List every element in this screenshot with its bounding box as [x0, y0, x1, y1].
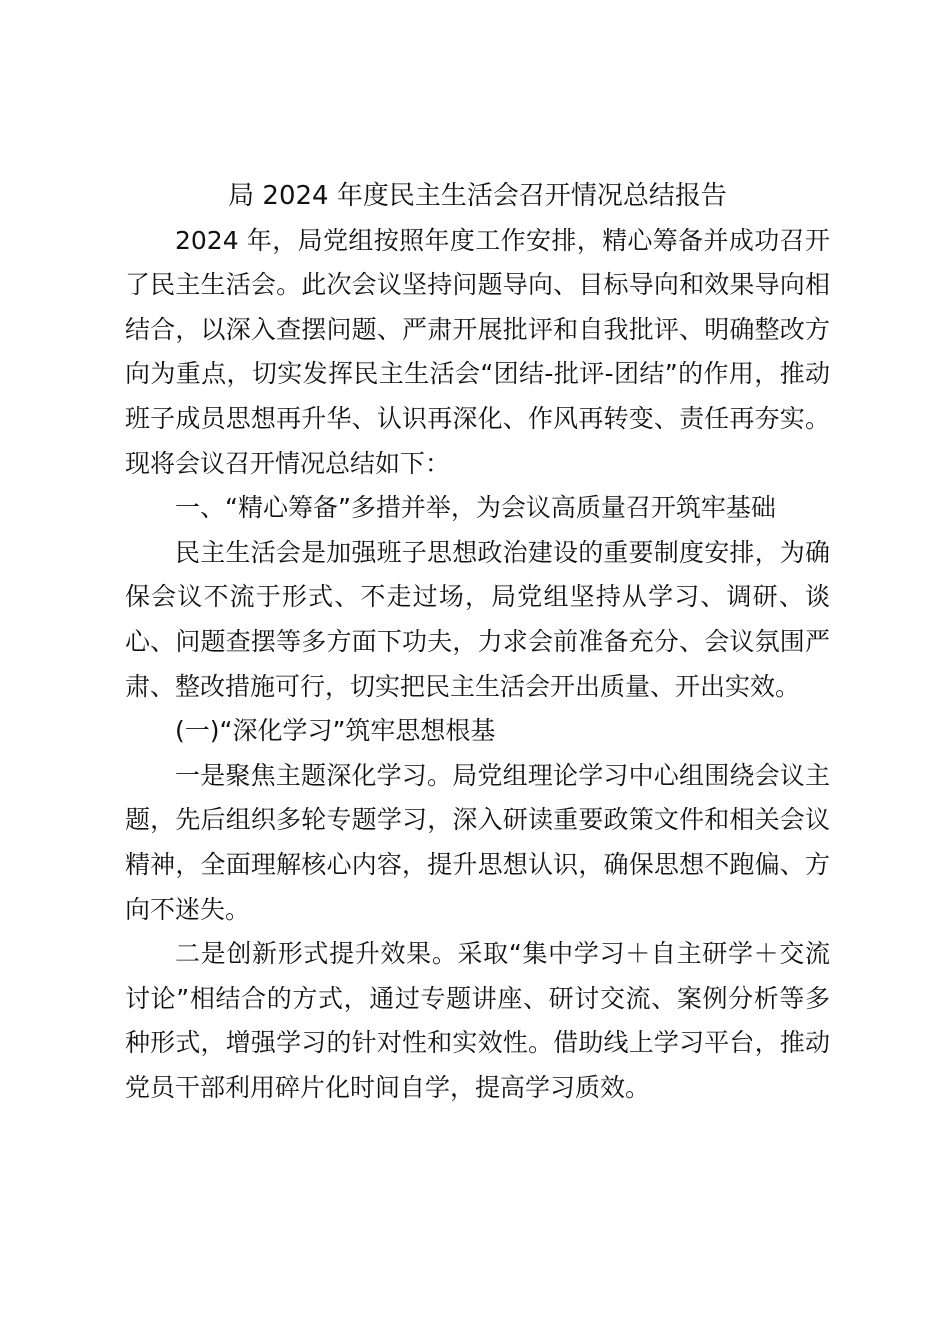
body-paragraph: 一是聚焦主题深化学习。局党组理论学习中心组围绕会议主题，先后组织多轮专题学习，深入研读重要政策文件和相关会议精神，全面理解核心内容，提升思想认识，确保思想不跑偏、方向不迷失。 — [125, 760, 830, 924]
document-title: 局 2024 年度民主生活会召开情况总结报告 — [228, 181, 727, 211]
subsection-heading: (一)“深化学习”筑牢思想根基 — [175, 716, 496, 746]
section-heading: 一、“精心筹备”多措并举，为会议高质量召开筑牢基础 — [175, 493, 776, 523]
section-paragraph: 民主生活会是加强班子思想政治建设的重要制度安排，为确保会议不流于形式、不走过场，局党组坚持从学习、调研、谈心、问题查摆等多方面下功夫，力求会前准备充分、会议氛围严肃、整改措施可行，切实把民主生活会开出质量、开出实效。 — [125, 537, 830, 701]
document-body — [125, 174, 830, 1110]
body-paragraph: 二是创新形式提升效果。采取“集中学习＋自主研学＋交流讨论”相结合的方式，通过专题讲座、研讨交流、案例分析等多种形式，增强学习的针对性和实效性。借助线上学习平台，推动党员干部利用碎片化时间自学，提高学习质效。 — [125, 939, 830, 1102]
intro-paragraph: 2024 年，局党组按照年度工作安排，精心筹备并成功召开了民主生活会。此次会议坚持问题导向、目标导向和效果导向相结合，以深入查摆问题、严肃开展批评和自我批评、明确整改方向为重点，切实发挥民主生活会“团结-批评-团结”的作用，推动班子成员思想再升华、认识再深化、作风再转变、责任再夯实。现将会议召开情况总结如下： — [125, 225, 830, 478]
